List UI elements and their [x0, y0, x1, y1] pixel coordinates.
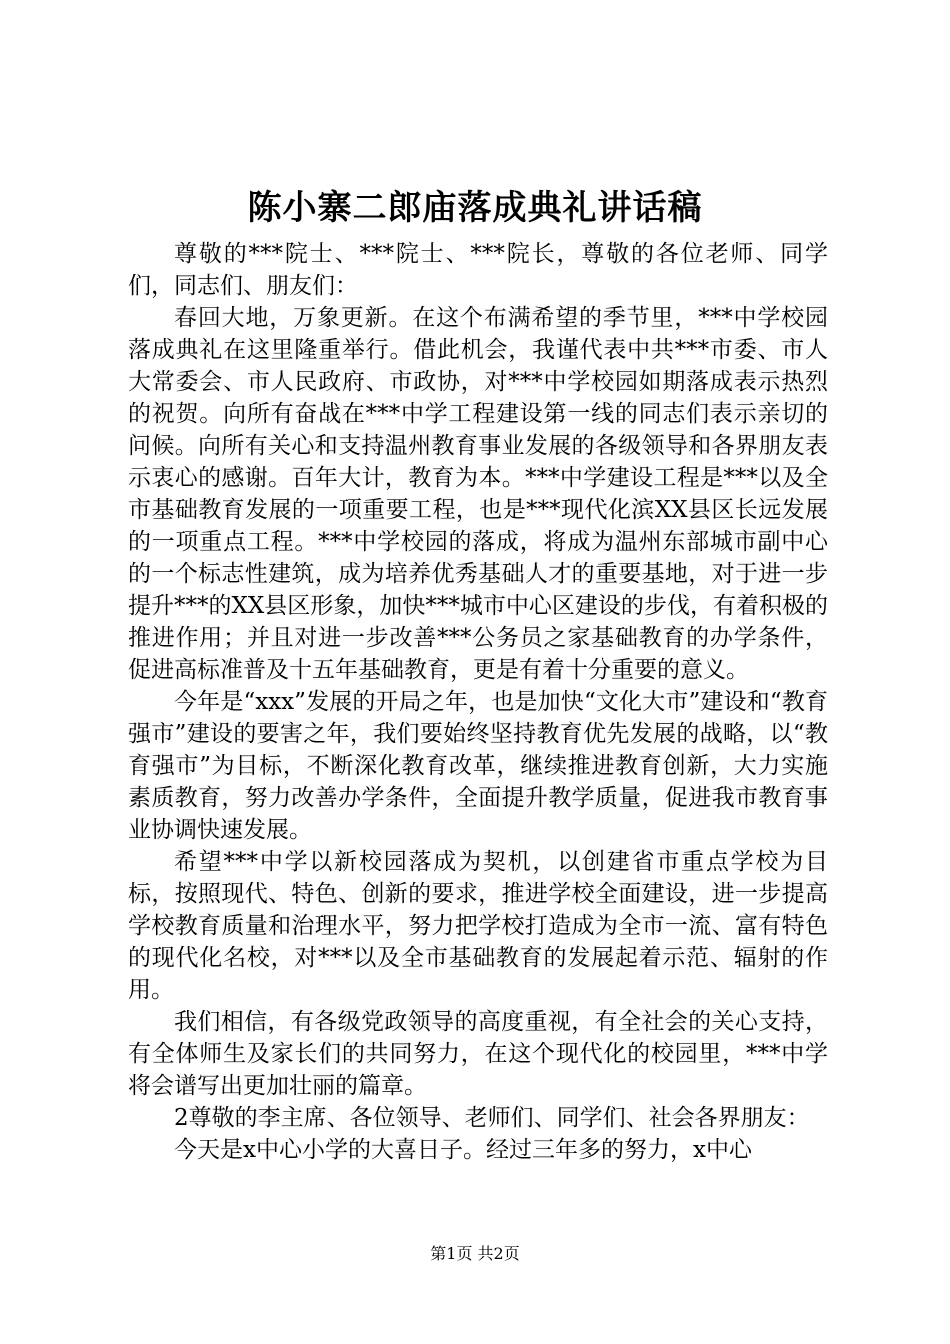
page-footer: 第1页 共2页	[430, 1244, 520, 1263]
second-speech-opening: 今天是x中心小学的大喜日子。经过三年多的努力，x中心	[174, 1137, 752, 1163]
second-speech-salutation: 2尊敬的李主席、各位领导、老师们、同学们、社会各界朋友：	[174, 1105, 810, 1131]
paragraph-goals: 今年是“xxx”发展的开局之年，也是加快“文化大市”建设和“教育强市”建设的要害之年，我们要始终坚持教育优先发展的战略，以“教育强市”为目标，不断深化教育改革，继续推进教育创新，大力实施素质教育，努力改善办学条件，全面提升教学质量，促进我市教育事业协调快速发展。	[128, 689, 828, 843]
paragraph-opening: 春回大地，万象更新。在这个布满希望的季节里，***中学校园落成典礼在这里隆重举行。借此机会，我谨代表中共***市委、市人大常委会、市人民政府、市政协，对***中学校园如期落成表示热烈的祝贺。向所有奋战在***中学工程建设第一线的同志们表示亲切的问候。向所有关心和支持温州教育事业发展的各级领导和各界朋友表示衷心的感谢。百年大计，教育为本。***中学建设工程是***以及全市基础教育发展的一项重要工程，也是***现代化滨XX县区长远发展的一项重点工程。***中学校园的落成，将成为温州东部城市副中心的一个标志性建筑，成为培养优秀基础人才的重要基地，对于进一步提升***的XX县区形象，加快***城市中心区建设的步伐，有着积极的推进作用；并且对进一步改善***公务员之家基础教育的办学条件，促进高标准普及十五年基础教育，更是有着十分重要的意义。	[128, 305, 828, 683]
paragraph-salutation: 尊敬的***院士、***院士、***院长，尊敬的各位老师、同学们，同志们、朋友们：	[128, 241, 828, 299]
document-title: 陈小寨二郎庙落成典礼讲话稿	[247, 188, 703, 228]
document-body	[128, 238, 828, 1166]
paragraph-closing: 我们相信，有各级党政领导的高度重视，有全社会的关心支持，有全体师生及家长们的共同努力，在这个现代化的校园里，***中学将会谱写出更加壮丽的篇章。	[128, 1009, 828, 1099]
paragraph-hope: 希望***中学以新校园落成为契机，以创建省市重点学校为目标，按照现代、特色、创新的要求，推进学校全面建设，进一步提高学校教育质量和治理水平，努力把学校打造成为全市一流、富有特色的现代化名校，对***以及全市基础教育的发展起着示范、辐射的作用。	[128, 849, 828, 1003]
